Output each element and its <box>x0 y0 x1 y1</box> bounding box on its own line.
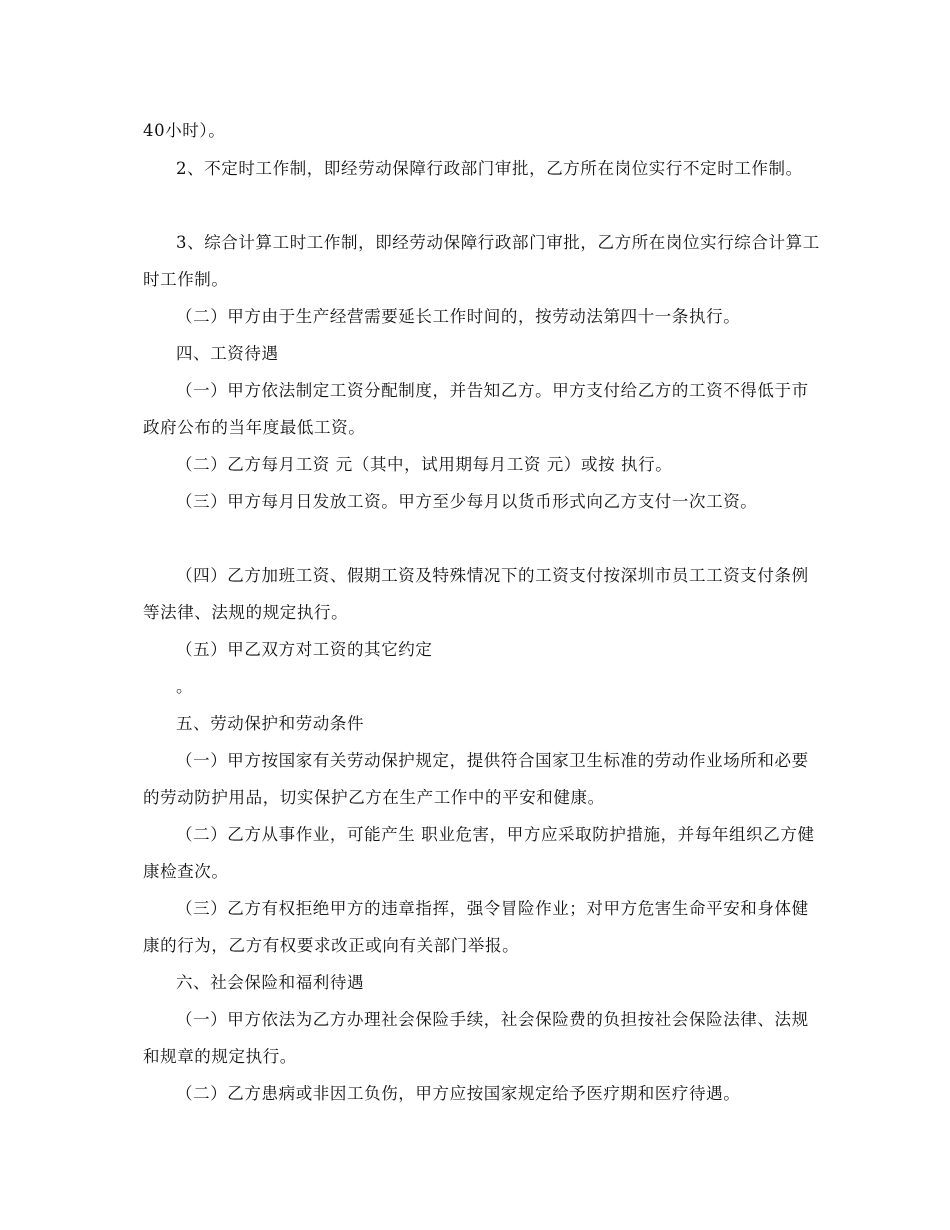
paragraph-hours-end: 40小时）。 <box>143 121 226 140</box>
paragraph-overtime-pay: （四）乙方加班工资、假期工资及特殊情况下的工资支付按深圳市员工工资支付条例等法律、法规的规定执行。 <box>143 566 809 622</box>
section-heading-wages: 四、工资待遇 <box>176 344 279 363</box>
paragraph-protection-equipment: （一）甲方按国家有关劳动保护规定，提供符合国家卫生标准的劳动作业场所和必要的劳动防护用品，切实保护乙方在生产工作中的平安和健康。 <box>143 751 809 807</box>
paragraph-other-wage-terms: （五）甲乙双方对工资的其它约定 <box>176 640 433 659</box>
paragraph-comprehensive-hours: 3、综合计算工时工作制，即经劳动保障行政部门审批，乙方所在岗位实行综合计算工时工作制。 <box>143 233 820 289</box>
paragraph-medical: （二）乙方患病或非因工负伤，甲方应按国家规定给予医疗期和医疗待遇。 <box>176 1084 741 1103</box>
paragraph-monthly-wage: （二）乙方每月工资 元（其中，试用期每月工资 元）或按 执行。 <box>176 455 673 474</box>
section-heading-social-insurance: 六、社会保险和福利待遇 <box>176 973 365 992</box>
paragraph-period: 。 <box>176 677 194 696</box>
paragraph-pay-date: （三）甲方每月日发放工资。甲方至少每月以货币形式向乙方支付一次工资。 <box>176 492 758 511</box>
paragraph-insurance: （一）甲方依法为乙方办理社会保险手续，社会保险费的负担按社会保险法律、法规和规章的规定执行。 <box>143 1010 809 1066</box>
paragraph-overtime: （二）甲方由于生产经营需要延长工作时间的，按劳动法第四十一条执行。 <box>176 307 741 326</box>
paragraph-refuse-orders: （三）乙方有权拒绝甲方的违章指挥，强令冒险作业；对甲方危害生命平安和身体健康的行为，乙方有权要求改正或向有关部门举报。 <box>143 899 809 955</box>
paragraph-flexible-hours: 2、不定时工作制，即经劳动保障行政部门审批，乙方所在岗位实行不定时工作制。 <box>176 159 803 178</box>
paragraph-wage-system: （一）甲方依法制定工资分配制度，并告知乙方。甲方支付给乙方的工资不得低于市政府公布的当年度最低工资。 <box>143 381 809 437</box>
section-heading-labor-protection: 五、劳动保护和劳动条件 <box>176 714 365 733</box>
paragraph-occupational-hazard: （二）乙方从事作业，可能产生 职业危害，甲方应采取防护措施，并每年组织乙方健康检查次。 <box>143 825 815 881</box>
